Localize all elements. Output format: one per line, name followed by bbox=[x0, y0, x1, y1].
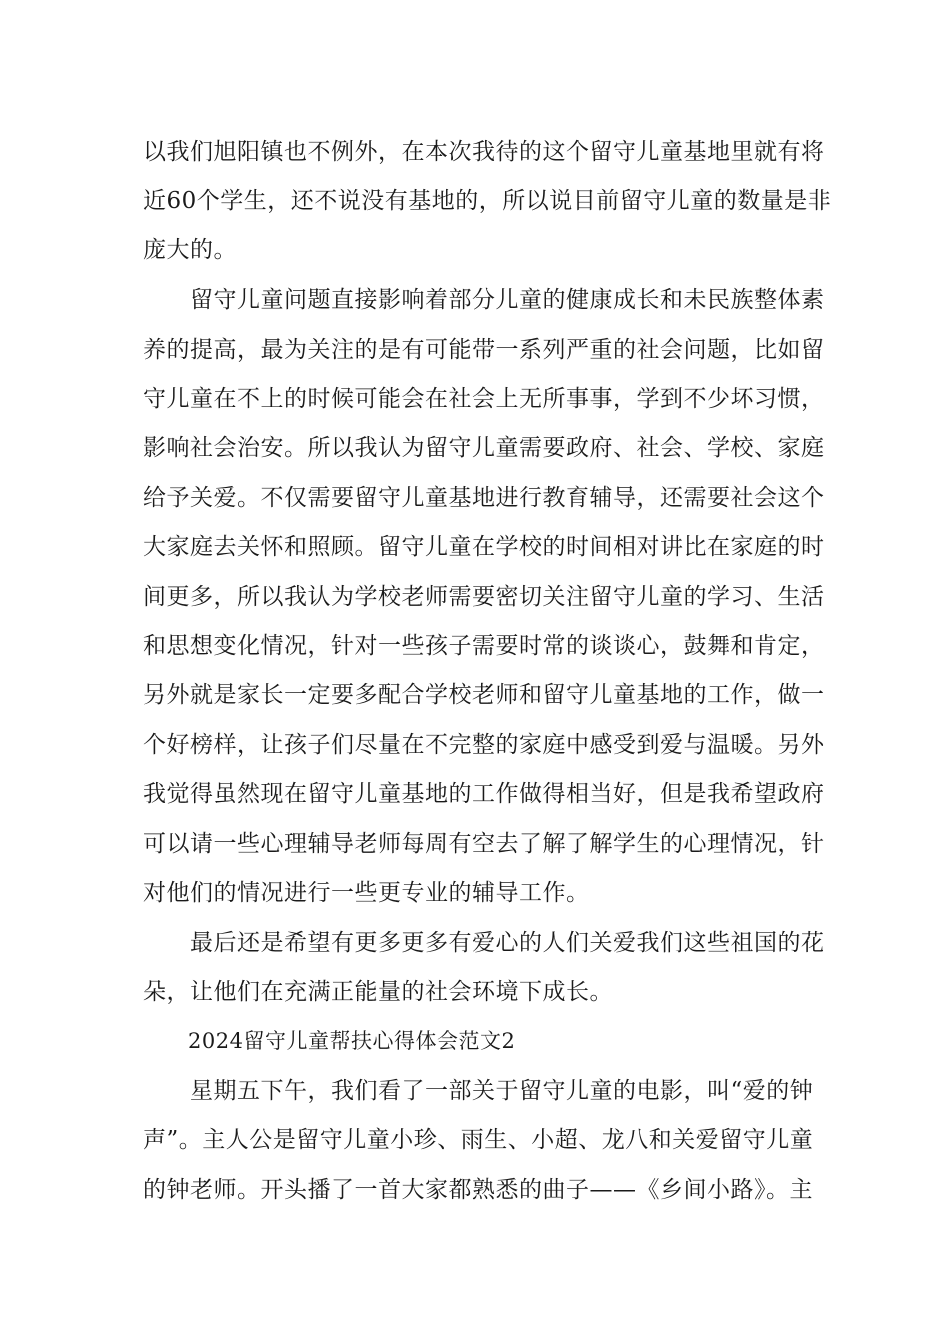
text-line: 和思想变化情况，针对一些孩子需要时常的谈谈心，鼓舞和肯定， bbox=[143, 633, 825, 659]
text-line: 庞大的。 bbox=[143, 237, 237, 263]
paragraph-first-line: 最后还是希望有更多更多有爱心的人们关爱我们这些祖国的花 bbox=[190, 930, 825, 956]
text-line: 给予关爱。不仅需要留守儿童基地进行教育辅导，还需要社会这个 bbox=[143, 485, 825, 511]
text-line: 我觉得虽然现在留守儿童基地的工作做得相当好，但是我希望政府 bbox=[143, 781, 825, 807]
text-line: 近60个学生，还不说没有基地的，所以说目前留守儿童的数量是非 bbox=[143, 188, 832, 214]
text-line: 声”。主人公是留守儿童小珍、雨生、小超、龙八和关爱留守儿童 bbox=[143, 1127, 814, 1153]
text-line: 对他们的情况进行一些更专业的辅导工作。 bbox=[143, 880, 590, 906]
paragraph-first-line: 留守儿童问题直接影响着部分儿童的健康成长和未民族整体素 bbox=[190, 287, 825, 313]
text-line: 可以请一些心理辅导老师每周有空去了解了解学生的心理情况，针 bbox=[143, 831, 825, 857]
text-line: 以我们旭阳镇也不例外，在本次我待的这个留守儿童基地里就有将 bbox=[143, 139, 825, 165]
text-line: 的钟老师。开头播了一首大家都熟悉的曲子——《乡间小路》。主 bbox=[143, 1177, 813, 1203]
text-line: 朵，让他们在充满正能量的社会环境下成长。 bbox=[143, 979, 613, 1005]
text-line: 大家庭去关怀和照顾。留守儿童在学校的时间相对讲比在家庭的时 bbox=[143, 534, 825, 560]
text-line: 守儿童在不上的时候可能会在社会上无所事事，学到不少坏习惯， bbox=[143, 386, 825, 412]
text-line: 个好榜样，让孩子们尽量在不完整的家庭中感受到爱与温暖。另外 bbox=[143, 732, 825, 758]
text-line: 影响社会治安。所以我认为留守儿童需要政府、社会、学校、家庭 bbox=[143, 435, 825, 461]
text-line: 养的提高，最为关注的是有可能带一系列严重的社会问题，比如留 bbox=[143, 337, 825, 363]
text-line: 另外就是家长一定要多配合学校老师和留守儿童基地的工作，做一 bbox=[143, 682, 825, 708]
paragraph-first-line: 星期五下午，我们看了一部关于留守儿童的电影，叫“爱的钟 bbox=[190, 1078, 814, 1104]
section-heading: 2024留守儿童帮扶心得体会范文2 bbox=[188, 1029, 516, 1053]
text-line: 间更多，所以我认为学校老师需要密切关注留守儿童的学习、生活 bbox=[143, 584, 825, 610]
